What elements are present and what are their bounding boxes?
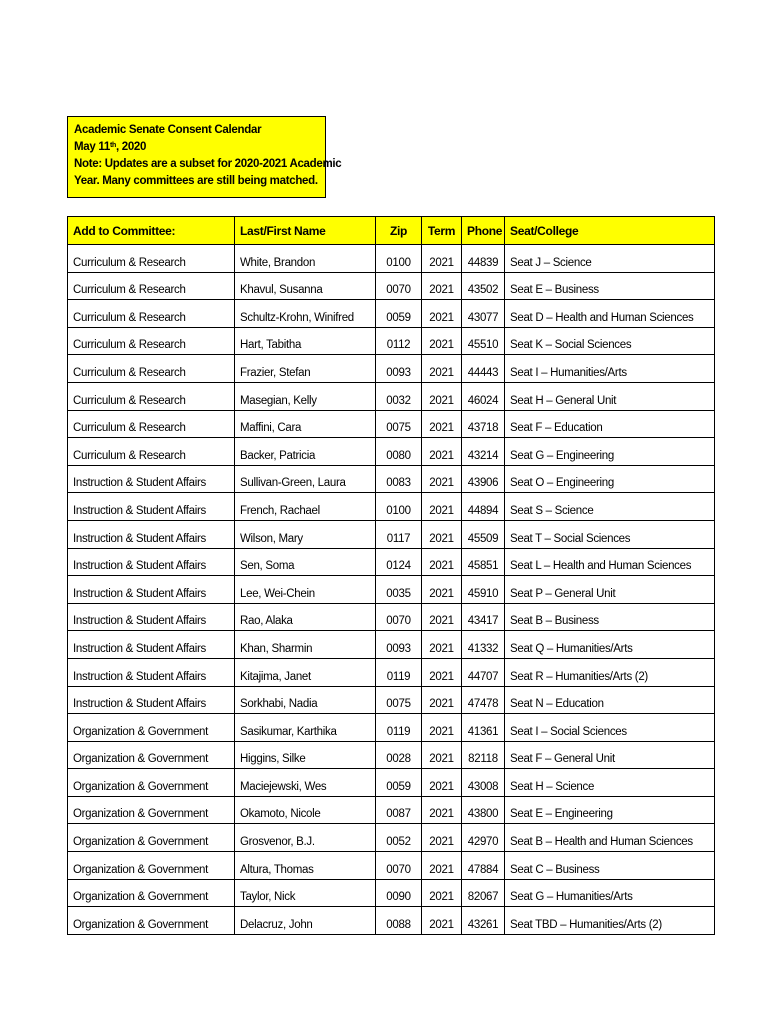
- phone-cell: 41332: [462, 631, 505, 659]
- seat-college-cell: Seat D – Health and Human Sciences: [505, 300, 715, 328]
- phone-cell: 45851: [462, 548, 505, 576]
- name-cell: Hart, Tabitha: [235, 327, 376, 355]
- zip-cell: 0052: [376, 824, 422, 852]
- term-cell: 2021: [422, 852, 462, 880]
- name-cell: Okamoto, Nicole: [235, 796, 376, 824]
- phone-cell: 43906: [462, 465, 505, 493]
- name-cell: Frazier, Stefan: [235, 355, 376, 383]
- seat-college-cell: Seat P – General Unit: [505, 576, 715, 604]
- committee-cell: Instruction & Student Affairs: [68, 603, 235, 631]
- seat-college-cell: Seat Q – Humanities/Arts: [505, 631, 715, 659]
- term-cell: 2021: [422, 879, 462, 907]
- zip-cell: 0059: [376, 769, 422, 797]
- committee-cell: Instruction & Student Affairs: [68, 520, 235, 548]
- notice-note-line-1: Note: Updates are a subset for 2020-2021 Academic: [74, 158, 342, 170]
- committee-cell: Organization & Government: [68, 796, 235, 824]
- table-row: [68, 355, 715, 383]
- term-cell: 2021: [422, 576, 462, 604]
- table-row: [68, 852, 715, 880]
- seat-college-cell: Seat E – Business: [505, 272, 715, 300]
- committee-cell: Instruction & Student Affairs: [68, 493, 235, 521]
- term-cell: 2021: [422, 438, 462, 466]
- zip-cell: 0112: [376, 327, 422, 355]
- table-row: [68, 548, 715, 576]
- seat-college-cell: Seat G – Humanities/Arts: [505, 879, 715, 907]
- term-cell: 2021: [422, 741, 462, 769]
- table-row: [68, 410, 715, 438]
- phone-cell: 47478: [462, 686, 505, 714]
- phone-cell: 41361: [462, 714, 505, 742]
- zip-cell: 0100: [376, 493, 422, 521]
- term-cell: 2021: [422, 603, 462, 631]
- phone-cell: 43718: [462, 410, 505, 438]
- table-row: [68, 300, 715, 328]
- zip-cell: 0083: [376, 465, 422, 493]
- zip-cell: 0119: [376, 714, 422, 742]
- seat-college-cell: Seat R – Humanities/Arts (2): [505, 658, 715, 686]
- table-row: [68, 438, 715, 466]
- committee-cell: Curriculum & Research: [68, 355, 235, 383]
- name-cell: Higgins, Silke: [235, 741, 376, 769]
- committee-assignments-table: [67, 216, 715, 935]
- seat-college-cell: Seat F – Education: [505, 410, 715, 438]
- notice-note-line-2: Year. Many committees are still being matched.: [74, 175, 318, 187]
- notice-date: [74, 139, 319, 156]
- table-row: [68, 520, 715, 548]
- phone-cell: 82067: [462, 879, 505, 907]
- name-cell: Grosvenor, B.J.: [235, 824, 376, 852]
- header-term: Term: [422, 217, 462, 245]
- term-cell: 2021: [422, 355, 462, 383]
- name-cell: White, Brandon: [235, 245, 376, 273]
- committee-cell: Curriculum & Research: [68, 382, 235, 410]
- zip-cell: 0075: [376, 410, 422, 438]
- term-cell: 2021: [422, 686, 462, 714]
- committee-cell: Curriculum & Research: [68, 300, 235, 328]
- name-cell: Masegian, Kelly: [235, 382, 376, 410]
- committee-cell: Organization & Government: [68, 824, 235, 852]
- zip-cell: 0093: [376, 355, 422, 383]
- committee-cell: Instruction & Student Affairs: [68, 548, 235, 576]
- seat-college-cell: Seat J – Science: [505, 245, 715, 273]
- header-zip: Zip: [376, 217, 422, 245]
- header-phone: Phone: [462, 217, 505, 245]
- seat-college-cell: Seat F – General Unit: [505, 741, 715, 769]
- seat-college-cell: Seat G – Engineering: [505, 438, 715, 466]
- table-row: [68, 493, 715, 521]
- term-cell: 2021: [422, 907, 462, 935]
- term-cell: 2021: [422, 272, 462, 300]
- committee-cell: Organization & Government: [68, 852, 235, 880]
- seat-college-cell: Seat C – Business: [505, 852, 715, 880]
- term-cell: 2021: [422, 658, 462, 686]
- committee-cell: Curriculum & Research: [68, 272, 235, 300]
- seat-college-cell: Seat N – Education: [505, 686, 715, 714]
- table-row: [68, 465, 715, 493]
- committee-cell: Organization & Government: [68, 714, 235, 742]
- table-row: [68, 741, 715, 769]
- zip-cell: 0119: [376, 658, 422, 686]
- name-cell: Sen, Soma: [235, 548, 376, 576]
- notice-date-rest: , 2020: [115, 141, 147, 153]
- phone-cell: 43417: [462, 603, 505, 631]
- seat-college-cell: Seat E – Engineering: [505, 796, 715, 824]
- header-name: Last/First Name: [235, 217, 376, 245]
- term-cell: 2021: [422, 714, 462, 742]
- table-header-row: [68, 217, 715, 245]
- table-row: [68, 631, 715, 659]
- header-committee: Add to Committee:: [68, 217, 235, 245]
- phone-cell: 47884: [462, 852, 505, 880]
- committee-cell: Organization & Government: [68, 741, 235, 769]
- table-row: [68, 879, 715, 907]
- zip-cell: 0028: [376, 741, 422, 769]
- seat-college-cell: Seat H – Science: [505, 769, 715, 797]
- seat-college-cell: Seat K – Social Sciences: [505, 327, 715, 355]
- term-cell: 2021: [422, 245, 462, 273]
- seat-college-cell: Seat I – Humanities/Arts: [505, 355, 715, 383]
- term-cell: 2021: [422, 769, 462, 797]
- seat-college-cell: Seat H – General Unit: [505, 382, 715, 410]
- term-cell: 2021: [422, 493, 462, 521]
- seat-college-cell: Seat B – Health and Human Sciences: [505, 824, 715, 852]
- seat-college-cell: Seat TBD – Humanities/Arts (2): [505, 907, 715, 935]
- committee-cell: Organization & Government: [68, 769, 235, 797]
- name-cell: Taylor, Nick: [235, 879, 376, 907]
- table-row: [68, 907, 715, 935]
- term-cell: 2021: [422, 796, 462, 824]
- name-cell: Lee, Wei-Chein: [235, 576, 376, 604]
- name-cell: Khan, Sharmin: [235, 631, 376, 659]
- zip-cell: 0117: [376, 520, 422, 548]
- name-cell: Rao, Alaka: [235, 603, 376, 631]
- table-row: [68, 603, 715, 631]
- committee-cell: Curriculum & Research: [68, 438, 235, 466]
- zip-cell: 0088: [376, 907, 422, 935]
- zip-cell: 0124: [376, 548, 422, 576]
- zip-cell: 0032: [376, 382, 422, 410]
- term-cell: 2021: [422, 465, 462, 493]
- phone-cell: 43261: [462, 907, 505, 935]
- committee-cell: Instruction & Student Affairs: [68, 576, 235, 604]
- phone-cell: 82118: [462, 741, 505, 769]
- zip-cell: 0090: [376, 879, 422, 907]
- table-row: [68, 327, 715, 355]
- name-cell: Maffini, Cara: [235, 410, 376, 438]
- phone-cell: 46024: [462, 382, 505, 410]
- zip-cell: 0070: [376, 603, 422, 631]
- seat-college-cell: Seat L – Health and Human Sciences: [505, 548, 715, 576]
- phone-cell: 44443: [462, 355, 505, 383]
- seat-college-cell: Seat B – Business: [505, 603, 715, 631]
- seat-college-cell: Seat I – Social Sciences: [505, 714, 715, 742]
- table-row: [68, 686, 715, 714]
- phone-cell: 43008: [462, 769, 505, 797]
- seat-college-cell: Seat O – Engineering: [505, 465, 715, 493]
- zip-cell: 0093: [376, 631, 422, 659]
- name-cell: Maciejewski, Wes: [235, 769, 376, 797]
- table-row: [68, 576, 715, 604]
- notice-date-suffix: th: [109, 142, 116, 149]
- phone-cell: 43502: [462, 272, 505, 300]
- term-cell: 2021: [422, 327, 462, 355]
- header-seat-college: Seat/College: [505, 217, 715, 245]
- committee-cell: Curriculum & Research: [68, 327, 235, 355]
- table-row: [68, 714, 715, 742]
- name-cell: Khavul, Susanna: [235, 272, 376, 300]
- name-cell: French, Rachael: [235, 493, 376, 521]
- committee-cell: Instruction & Student Affairs: [68, 631, 235, 659]
- committee-cell: Organization & Government: [68, 907, 235, 935]
- name-cell: Sasikumar, Karthika: [235, 714, 376, 742]
- phone-cell: 44707: [462, 658, 505, 686]
- committee-cell: Curriculum & Research: [68, 410, 235, 438]
- table-row: [68, 796, 715, 824]
- name-cell: Sorkhabi, Nadia: [235, 686, 376, 714]
- zip-cell: 0059: [376, 300, 422, 328]
- committee-cell: Instruction & Student Affairs: [68, 658, 235, 686]
- name-cell: Kitajima, Janet: [235, 658, 376, 686]
- zip-cell: 0087: [376, 796, 422, 824]
- name-cell: Backer, Patricia: [235, 438, 376, 466]
- name-cell: Delacruz, John: [235, 907, 376, 935]
- phone-cell: 44894: [462, 493, 505, 521]
- term-cell: 2021: [422, 520, 462, 548]
- committee-cell: Instruction & Student Affairs: [68, 686, 235, 714]
- term-cell: 2021: [422, 631, 462, 659]
- notice-title: Academic Senate Consent Calendar: [74, 124, 262, 136]
- phone-cell: 45910: [462, 576, 505, 604]
- table-row: [68, 824, 715, 852]
- zip-cell: 0035: [376, 576, 422, 604]
- seat-college-cell: Seat T – Social Sciences: [505, 520, 715, 548]
- name-cell: Schultz-Krohn, Winifred: [235, 300, 376, 328]
- name-cell: Altura, Thomas: [235, 852, 376, 880]
- phone-cell: 44839: [462, 245, 505, 273]
- name-cell: Sullivan-Green, Laura: [235, 465, 376, 493]
- committee-cell: Curriculum & Research: [68, 245, 235, 273]
- term-cell: 2021: [422, 548, 462, 576]
- phone-cell: 43077: [462, 300, 505, 328]
- phone-cell: 43800: [462, 796, 505, 824]
- zip-cell: 0070: [376, 272, 422, 300]
- phone-cell: 42970: [462, 824, 505, 852]
- seat-college-cell: Seat S – Science: [505, 493, 715, 521]
- name-cell: Wilson, Mary: [235, 520, 376, 548]
- term-cell: 2021: [422, 824, 462, 852]
- phone-cell: 45509: [462, 520, 505, 548]
- committee-cell: Instruction & Student Affairs: [68, 465, 235, 493]
- term-cell: 2021: [422, 382, 462, 410]
- zip-cell: 0100: [376, 245, 422, 273]
- notice-date-prefix: May 11: [74, 141, 110, 153]
- table-row: [68, 769, 715, 797]
- table-row: [68, 272, 715, 300]
- term-cell: 2021: [422, 300, 462, 328]
- consent-calendar-notice: [67, 116, 342, 198]
- table-row: [68, 245, 715, 273]
- zip-cell: 0075: [376, 686, 422, 714]
- phone-cell: 45510: [462, 327, 505, 355]
- table-body: [68, 245, 715, 935]
- term-cell: 2021: [422, 410, 462, 438]
- zip-cell: 0070: [376, 852, 422, 880]
- committee-cell: Organization & Government: [68, 879, 235, 907]
- phone-cell: 43214: [462, 438, 505, 466]
- zip-cell: 0080: [376, 438, 422, 466]
- table-row: [68, 382, 715, 410]
- table-row: [68, 658, 715, 686]
